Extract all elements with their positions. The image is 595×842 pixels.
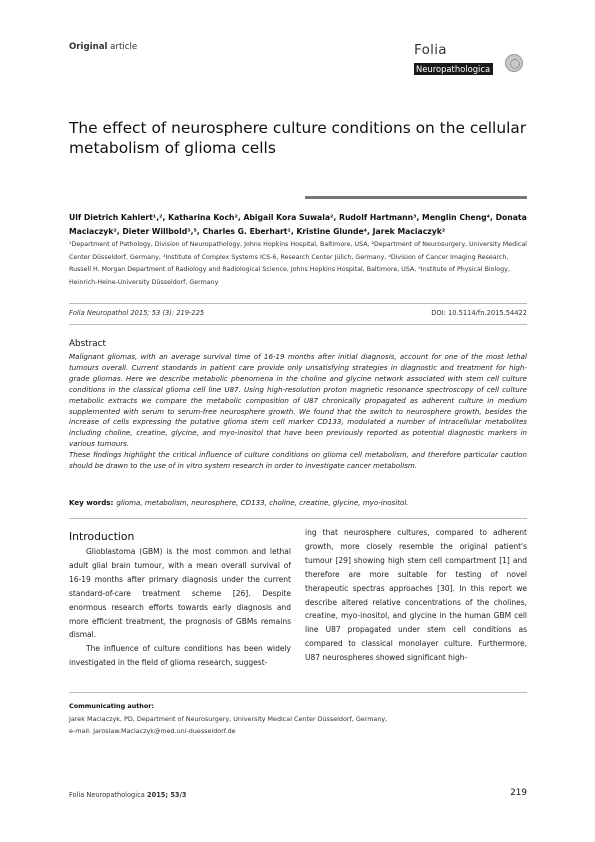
correspondence-divider — [69, 692, 527, 693]
journal-logo-subname: Neuropathologica — [414, 63, 493, 75]
correspondence-line: Jarek Maciaczyk, PD, Department of Neurosurgery, University Medical Center Düsseldorf, Germany, — [69, 715, 388, 723]
article-type-bold: Original — [69, 42, 108, 52]
keywords — [69, 498, 527, 507]
footer-journal — [69, 791, 187, 799]
body-paragraph: The influence of culture conditions has been widely investigated in the field of glioma research, suggest- — [69, 644, 291, 668]
abstract-heading: Abstract — [69, 339, 106, 349]
keywords-divider — [69, 518, 527, 519]
journal-citation: Folia Neuropathol 2015; 53 (3): 219-225 — [69, 309, 205, 317]
section-heading-introduction: Introduction — [69, 530, 135, 543]
footer-issue: 2015; 53/3 — [144, 791, 187, 799]
correspondence-heading: Communicating author: — [69, 702, 154, 710]
title-divider — [305, 196, 527, 199]
journal-logo — [414, 43, 526, 76]
doi[interactable]: DOI: 10.5114/fn.2015.54422 — [431, 309, 527, 317]
page-number: 219 — [510, 788, 527, 798]
keywords-text: glioma, metabolism, neurosphere, CD133, choline, creatine, glycine, myo-inositol. — [116, 498, 409, 507]
journal-seal-icon — [505, 54, 523, 72]
body-column-left — [69, 545, 291, 670]
body-paragraph: ing that neurosphere cultures, compared to adherent growth, more closely resemble the original patient's tumour [29] showing high stem cell compartment [1] and therefore are more suitable for testing of novel therapeutic spectras approaches [30]. In this report we describe altered relative concentrations of the cholines, creatine, myo-inositol, and glycine in the human GBM cell line U87 propagated under stem cell conditions as compared to classical monolayer culture. Furthermore, U87 neurospheres showed significant high- — [305, 528, 527, 663]
body-paragraph: Glioblastoma (GBM) is the most common and lethal adult glial brain tumour, with a mean overall survival of 16-19 months after primary diagnosis under the current standard-of-care treatment scheme [26]. Despite enormous research efforts towards early diagnosis and more efficient treatment, the prognosis of GBMs remains dismal. — [69, 547, 291, 640]
footer-journal-name: Folia Neuropathologica — [69, 791, 145, 799]
abstract-paragraph: Malignant gliomas, with an average survival time of 16-19 months after initial diagnosis, account for one of the most lethal tumours overall. Current standards in patient care provide only unsatisfying strategies in diagnostic and treatment for high-grade gliomas. Here we describe metabolic phenomena in the choline and glycine network associated with stem cell culture conditions in the classical glioma cell line U87. Using high-resolution proton magnetic resonance spectroscopy of cell culture metabolic extracts we compare the metabolic composition of U87 chronically propagated as adherent culture in medium supplemented with serum to serum-free neurosphere growth. We found that the switch to neurosphere growth, besides the increase of cells expressing the putative glioma stem cell marker CD133, modulated a number of intracellular metabolites including choline, creatine, glycine, and myo-inositol that have been previously reported as potential diagnostic markers in various tumours. — [69, 352, 527, 449]
affiliations: ¹Department of Pathology, Division of Neuropathology, Johns Hopkins Hospital, Baltimore, USA, ²Department of Neurosurgery, University Medical Center Düsseldorf, Germany, ³Institute of Complex Systems ICS-6, Research Center Jülich, Germany, ⁴Division of Cancer Imaging Research, Russell H. Morgan Department of Radiology and Radiological Science, Johns Hopkins Hospital, Baltimore, USA, ⁵Institute of Physical Biology, Heinrich-Heine-University Düsseldorf, Germany — [69, 241, 527, 286]
abstract-body — [69, 352, 527, 472]
author-list: Ulf Dietrich Kahlert¹,², Katharina Koch², Abigail Kora Suwala², Rudolf Hartmann³, Menglin Cheng⁴, Donata Maciaczyk², Dieter Willbold³,⁵, Charles G. Eberhart¹, Kristine Glunde⁴, Jarek Maciaczyk² — [69, 213, 527, 236]
correspondence-email[interactable]: e-mail: Jaroslaw.Maciaczyk@med.uni-duesseldorf.de — [69, 726, 236, 735]
journal-logo-name: Folia — [414, 42, 447, 58]
meta-divider-bottom — [69, 324, 527, 325]
body-column-right — [305, 526, 527, 665]
abstract-paragraph: These findings highlight the critical influence of culture conditions on glioma cell metabolism, and therefore particular caution should be drawn to the use of in vitro system research in order to investigate cancer metabolism. — [69, 450, 527, 471]
correspondence-body — [69, 714, 489, 737]
article-type-rest: article — [107, 42, 138, 52]
keywords-label: Key words: — [69, 498, 114, 507]
meta-divider-top — [69, 303, 527, 304]
article-type — [69, 42, 137, 52]
article-title: The effect of neurosphere culture conditions on the cellular metabolism of glioma cells — [69, 119, 527, 157]
